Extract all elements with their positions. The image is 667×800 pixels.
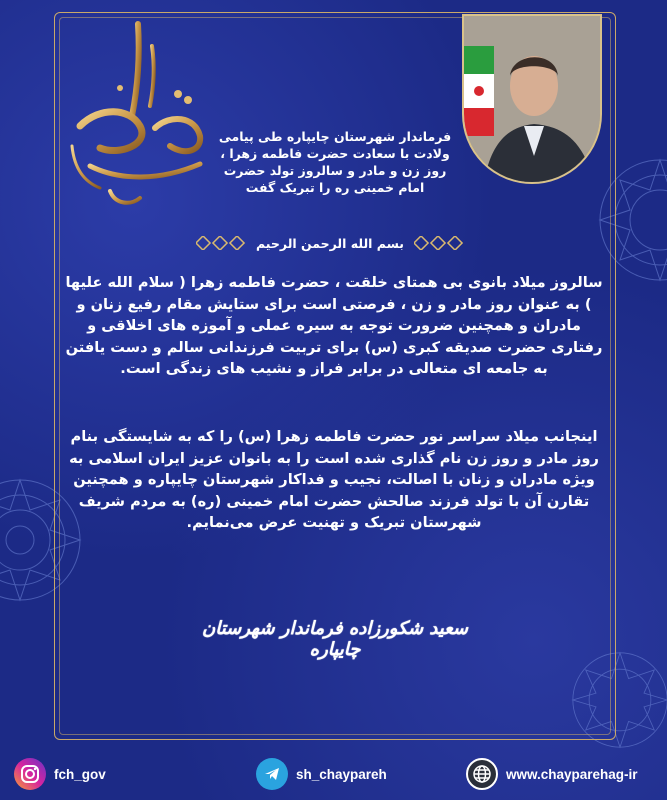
globe-icon — [466, 758, 498, 790]
message-paragraph-1: سالروز میلاد بانوی بی همتای خلقت ، حضرت فاطمه زهرا ( سلام الله علیها ) به عنوان روز مادر و زن ، فرصتی است برای ستایش مقام رفیع زنان و مادران و همچنین ضرورت توجه به سیره عملی و آموزه های اخلاقی و رفتاری حضرت صدیقه کبری (س) برای تربیت فرزندانی سالم و دست یافتن به جامعه ای متعالی در برابر فراز و نشیب های زندگی است. — [65, 274, 603, 377]
telegram-link[interactable] — [256, 758, 387, 790]
governor-portrait — [462, 14, 602, 184]
headline: فرماندار شهرستان چایپاره طی پیامی ولادت با سعادت حضرت فاطمه زهرا ، روز زن و مادر و سالروز تولد حضرت امام خمینی ره را تبریک گفت — [218, 129, 452, 195]
bismillah-row — [180, 232, 480, 254]
instagram-link[interactable] — [14, 758, 106, 790]
bismillah-text: بسم الله الرحمن الرحیم — [256, 235, 404, 251]
footer — [0, 748, 667, 800]
website-link[interactable] — [466, 758, 638, 790]
fatemeh-calligraphy-logo — [60, 16, 220, 216]
portrait-illustration — [464, 16, 600, 182]
ornament-knots-right — [414, 236, 464, 250]
website-url: www.chayparehag-ir — [506, 766, 638, 782]
message-paragraph-2: اینجانب میلاد سراسر نور حضرت فاطمه زهرا (س) را که به شایستگی بنام روز مادر و روز زن نام گذاری شده است را به بانوان عزیز ایران اسلامی به ویژه مادران و زنان با اصالت، نجیب و فداکار شهرستان چایپاره و همچنین تقارن آن با تولد فرزند صالحش حضرت امام خمینی (ره) به مردم شریف شهرستان تبریک و تهنیت عرض می‌نمایم. — [69, 428, 599, 531]
instagram-handle: fch_gov — [54, 766, 106, 782]
instagram-icon — [14, 758, 46, 790]
ornament-knots-left — [196, 236, 246, 250]
telegram-handle: sh_chaypareh — [296, 766, 387, 782]
signature: سعید شکورزاده فرماندار شهرستان چایپاره — [202, 618, 468, 660]
telegram-icon — [256, 758, 288, 790]
